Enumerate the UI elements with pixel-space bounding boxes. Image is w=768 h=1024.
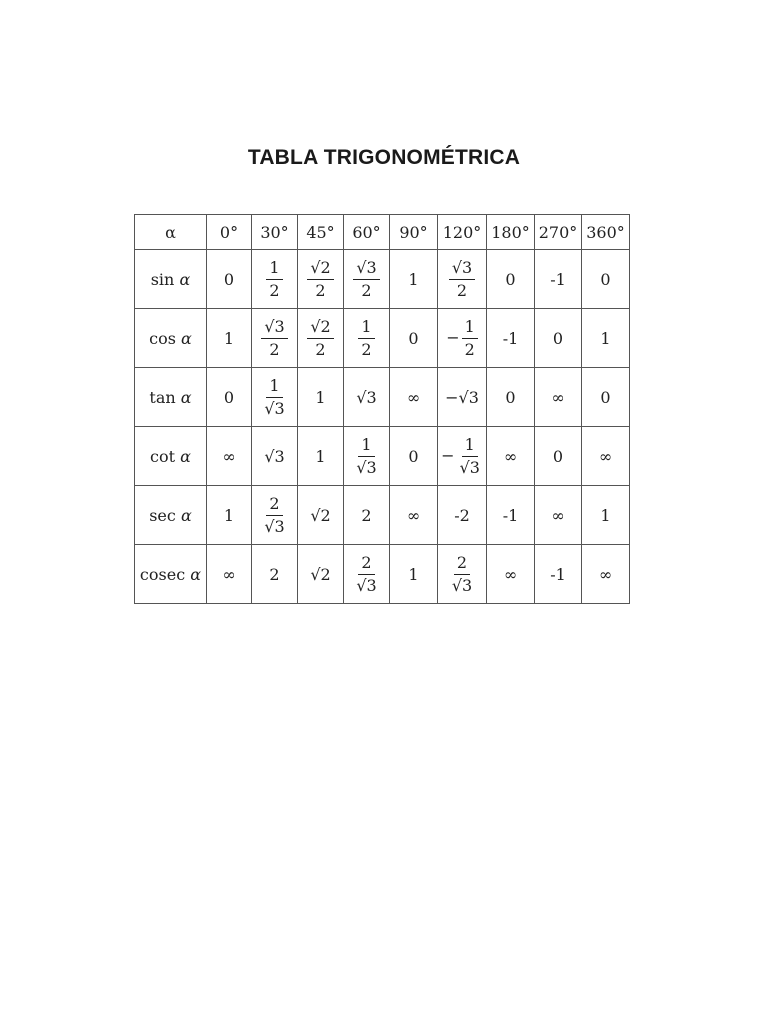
denominator: √3 (264, 516, 285, 536)
value: 1 (600, 505, 611, 525)
value-cell (582, 250, 630, 309)
value-cell (344, 368, 390, 427)
function-name: cosec (139, 564, 186, 584)
fraction (261, 318, 287, 359)
value-cell (344, 309, 390, 368)
value-cell (535, 309, 582, 368)
value: 0 (552, 328, 564, 348)
value: -1 (550, 269, 566, 289)
value-cell (390, 427, 438, 486)
page-title: TABLA TRIGONOMÉTRICA (247, 146, 521, 169)
fraction (462, 318, 478, 359)
header-row (135, 215, 630, 250)
angle-header: 360° (582, 215, 630, 250)
value: √2 (310, 505, 331, 525)
value: 1 (315, 387, 326, 407)
fraction (457, 436, 483, 477)
denominator: √3 (356, 575, 377, 595)
value: ∞ (406, 505, 421, 525)
value: -1 (550, 564, 566, 584)
alpha-symbol: α (181, 328, 192, 348)
fraction (266, 259, 282, 300)
value-cell (487, 427, 535, 486)
value: ∞ (598, 446, 613, 466)
numerator: 2 (358, 554, 374, 575)
value: 2 (361, 505, 372, 525)
value-cell (582, 486, 630, 545)
function-name: cos (149, 328, 176, 348)
angle-header: 90° (390, 215, 438, 250)
table-row (135, 427, 630, 486)
value-cell (390, 486, 438, 545)
value: 0 (223, 269, 235, 289)
value-cell (344, 427, 390, 486)
value-cell (438, 427, 487, 486)
value-cell (390, 309, 438, 368)
value-cell (207, 250, 252, 309)
value-cell (252, 250, 298, 309)
denominator: 2 (269, 280, 280, 300)
angle-header: 30° (252, 215, 298, 250)
fraction (449, 259, 475, 300)
value: ∞ (551, 387, 565, 407)
function-name: sec (149, 505, 176, 525)
denominator: √3 (356, 457, 377, 477)
numerator: √2 (307, 318, 333, 339)
value-cell (487, 250, 535, 309)
value: ∞ (222, 564, 236, 584)
numerator: 2 (454, 554, 470, 575)
table-row (135, 250, 630, 309)
numerator: 1 (266, 377, 282, 398)
numerator: 1 (358, 436, 374, 457)
value-cell (207, 486, 252, 545)
value-cell (298, 250, 344, 309)
function-label-cot (135, 427, 207, 486)
fraction (261, 377, 287, 418)
value-cell (438, 309, 487, 368)
alpha-symbol: α (165, 222, 176, 242)
value-cell (582, 427, 630, 486)
value-cell (438, 545, 487, 604)
value-cell (487, 368, 535, 427)
function-name: sin (150, 269, 175, 289)
value-cell (390, 368, 438, 427)
value: -1 (502, 505, 519, 525)
value-cell (438, 250, 487, 309)
numerator: 1 (462, 436, 478, 457)
value-cell (298, 309, 344, 368)
angle-header: 120° (438, 215, 487, 250)
value-cell (252, 309, 298, 368)
table-row (135, 309, 630, 368)
value-cell (252, 368, 298, 427)
denominator: 2 (315, 280, 326, 300)
function-label-tan (135, 368, 207, 427)
value-cell (582, 545, 630, 604)
alpha-symbol: α (180, 446, 191, 466)
denominator: √3 (459, 457, 480, 477)
value-cell (344, 486, 390, 545)
function-label-sec (135, 486, 207, 545)
value-cell (582, 309, 630, 368)
fraction (353, 436, 379, 477)
value-cell (344, 250, 390, 309)
angle-header: 45° (298, 215, 344, 250)
value-cell (252, 486, 298, 545)
value-cell (582, 368, 630, 427)
value: 1 (315, 446, 326, 466)
trig-table (134, 214, 630, 604)
value: 0 (600, 387, 611, 407)
fraction (353, 259, 379, 300)
value: ∞ (406, 387, 421, 407)
numerator: 1 (266, 259, 282, 280)
numerator: 2 (266, 495, 282, 516)
angle-header: 0° (207, 215, 252, 250)
alpha-symbol: α (180, 505, 192, 525)
denominator: √3 (451, 575, 473, 595)
denominator: 2 (315, 339, 326, 359)
value-cell (344, 545, 390, 604)
value: ∞ (598, 564, 613, 584)
value-cell (298, 545, 344, 604)
table-row (135, 486, 630, 545)
value-cell (487, 545, 535, 604)
value-cell (207, 309, 252, 368)
value: √2 (310, 564, 331, 584)
value: 1 (600, 328, 611, 348)
table-row (135, 368, 630, 427)
value: -1 (502, 328, 519, 348)
value: 0 (223, 387, 235, 407)
value-cell (535, 368, 582, 427)
alpha-symbol: α (180, 387, 192, 407)
value: 2 (269, 564, 280, 584)
value: −√3 (445, 387, 479, 407)
fraction (449, 554, 475, 595)
value: 1 (408, 564, 419, 584)
value: 1 (223, 328, 235, 348)
value: 0 (505, 387, 516, 407)
angle-header: 60° (344, 215, 390, 250)
value: √3 (264, 446, 285, 466)
corner-cell (135, 215, 207, 250)
numerator: 1 (358, 318, 374, 339)
fraction (358, 318, 374, 359)
value: 1 (223, 505, 235, 525)
value-cell (487, 486, 535, 545)
value: 0 (600, 269, 611, 289)
table-row (135, 545, 630, 604)
value: ∞ (503, 446, 518, 466)
denominator: 2 (361, 339, 372, 359)
denominator: 2 (456, 280, 468, 300)
value-cell (535, 545, 582, 604)
value-cell (438, 486, 487, 545)
value-cell (390, 250, 438, 309)
numerator: √2 (307, 259, 333, 280)
value-cell (535, 250, 582, 309)
value-cell (298, 486, 344, 545)
minus-sign: − (446, 327, 460, 347)
function-name: tan (149, 387, 176, 407)
denominator: 2 (464, 339, 475, 359)
value: ∞ (551, 505, 565, 525)
alpha-symbol: α (190, 564, 202, 584)
value-cell (252, 545, 298, 604)
value: 1 (408, 269, 419, 289)
function-label-cos (135, 309, 207, 368)
value-cell (487, 309, 535, 368)
value-cell (390, 545, 438, 604)
value: 0 (408, 328, 419, 348)
fraction (307, 318, 333, 359)
value: √3 (356, 387, 377, 407)
alpha-symbol: α (179, 269, 191, 289)
function-name: cot (150, 446, 176, 466)
value-cell (252, 427, 298, 486)
denominator: 2 (361, 280, 372, 300)
numerator: √3 (353, 259, 379, 280)
angle-header: 270° (535, 215, 582, 250)
denominator: √3 (264, 398, 285, 418)
function-label-cosec (135, 545, 207, 604)
value: 0 (408, 446, 419, 466)
fraction (353, 554, 379, 595)
value-cell (438, 368, 487, 427)
value-cell (298, 427, 344, 486)
angle-header: 180° (487, 215, 535, 250)
value-cell (535, 486, 582, 545)
value: ∞ (222, 446, 236, 466)
numerator: √3 (261, 318, 287, 339)
value-cell (207, 545, 252, 604)
function-label-sin (135, 250, 207, 309)
value-cell (207, 368, 252, 427)
value: -2 (454, 505, 470, 525)
numerator: 1 (462, 318, 478, 339)
value-cell (207, 427, 252, 486)
value: ∞ (503, 564, 518, 584)
fraction (261, 495, 287, 536)
denominator: 2 (269, 339, 280, 359)
value-cell (535, 427, 582, 486)
numerator: √3 (449, 259, 475, 280)
minus-sign: − (441, 445, 455, 465)
fraction (307, 259, 333, 300)
value: 0 (552, 446, 564, 466)
value: 0 (505, 269, 516, 289)
table-body (135, 215, 630, 604)
value-cell (298, 368, 344, 427)
